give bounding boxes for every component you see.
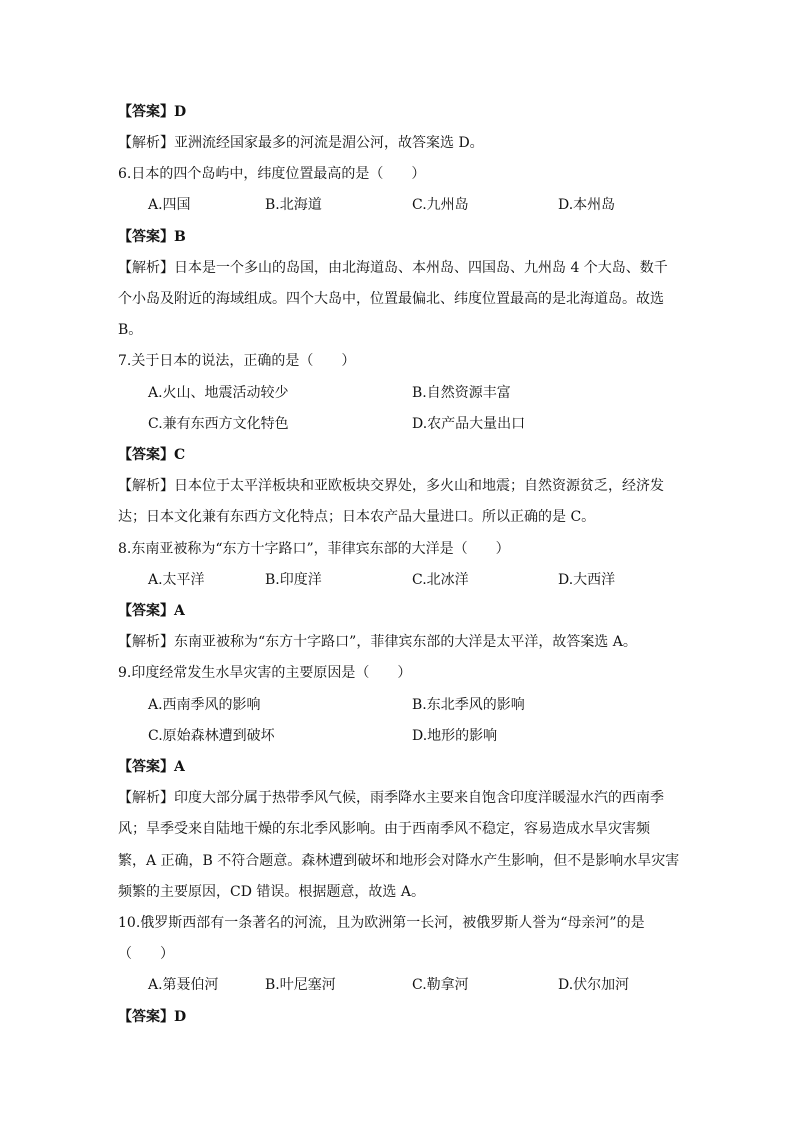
question-10-line1: 10.俄罗斯西部有一条著名的河流，且为欧洲第一长河，被俄罗斯人誉为“母亲河”的是 [118, 915, 645, 931]
option-q9-a: A.西南季风的影响 [148, 697, 261, 713]
answer-q10: 【答案】D [118, 1009, 187, 1025]
answer-q7: 【答案】C [118, 447, 186, 463]
explanation-q5: 【解析】亚洲流经国家最多的河流是湄公河，故答案选 D。 [118, 135, 484, 151]
explanation-q6-line1: 【解析】日本是一个多山的岛国，由北海道岛、本州岛、四国岛、九州岛 4 个大岛、数千 [118, 260, 668, 276]
question-7: 7.关于日本的说法，正确的是（ ） [118, 353, 356, 369]
option-q8-d: D.大西洋 [558, 572, 616, 588]
option-q9-c: C.原始森林遭到破坏 [148, 728, 275, 744]
option-q6-c: C.九州岛 [412, 197, 469, 213]
option-q9-b: B.东北季风的影响 [412, 697, 525, 713]
question-6: 6.日本的四个岛屿中，纬度位置最高的是（ ） [118, 166, 426, 182]
option-q10-b: B.叶尼塞河 [265, 977, 336, 993]
explanation-q7-line1: 【解析】日本位于太平洋板块和亚欧板块交界处，多火山和地震；自然资源贫乏，经济发 [118, 478, 664, 494]
option-q8-b: B.印度洋 [265, 572, 322, 588]
option-q7-b: B.自然资源丰富 [412, 385, 511, 401]
answer-q5: 【答案】D [118, 104, 187, 120]
answer-q9: 【答案】A [118, 759, 185, 775]
explanation-q9-line1: 【解析】印度大部分属于热带季风气候，雨季降水主要来自饱含印度洋暖湿水汽的西南季 [118, 790, 664, 806]
explanation-q6-line2: 个小岛及附近的海域组成。四个大岛中，位置最偏北、纬度位置最高的是北海道岛。故选 [118, 291, 664, 307]
option-q10-d: D.伏尔加河 [558, 977, 630, 993]
question-8: 8.东南亚被称为“东方十字路口”，菲律宾东部的大洋是（ ） [118, 541, 510, 557]
option-q10-c: C.勒拿河 [412, 977, 469, 993]
question-10-line2: （ ） [118, 946, 174, 962]
question-9: 9.印度经常发生水旱灾害的主要原因是（ ） [118, 665, 412, 681]
explanation-q8: 【解析】东南亚被称为“东方十字路口”，菲律宾东部的大洋是太平洋，故答案选 A。 [118, 634, 637, 650]
option-q6-a: A.四国 [148, 197, 191, 213]
explanation-q7-line2: 达；日本文化兼有东西方文化特点；日本农产品大量进口。所以正确的是 C。 [118, 509, 596, 525]
answer-q6: 【答案】B [118, 229, 186, 245]
option-q8-c: C.北冰洋 [412, 572, 469, 588]
option-q7-d: D.农产品大量出口 [412, 416, 526, 432]
option-q6-b: B.北海道 [265, 197, 322, 213]
explanation-q9-line2: 风；旱季受来自陆地干燥的东北季风影响。由于西南季风不稳定，容易造成水旱灾害频 [118, 821, 650, 837]
option-q8-a: A.太平洋 [148, 572, 205, 588]
answer-q8: 【答案】A [118, 603, 185, 619]
option-q10-a: A.第聂伯河 [148, 977, 219, 993]
explanation-q9-line3: 繁，A 正确，B 不符合题意。森林遭到破坏和地形会对降水产生影响，但不是影响水旱灾害 [118, 853, 680, 869]
option-q9-d: D.地形的影响 [412, 728, 498, 744]
explanation-q9-line4: 频繁的主要原因，CD 错误。根据题意，故选 A。 [118, 884, 425, 900]
option-q7-c: C.兼有东西方文化特色 [148, 416, 289, 432]
option-q6-d: D.本州岛 [558, 197, 616, 213]
explanation-q6-line3: B。 [118, 322, 143, 338]
option-q7-a: A.火山、地震活动较少 [148, 385, 289, 401]
